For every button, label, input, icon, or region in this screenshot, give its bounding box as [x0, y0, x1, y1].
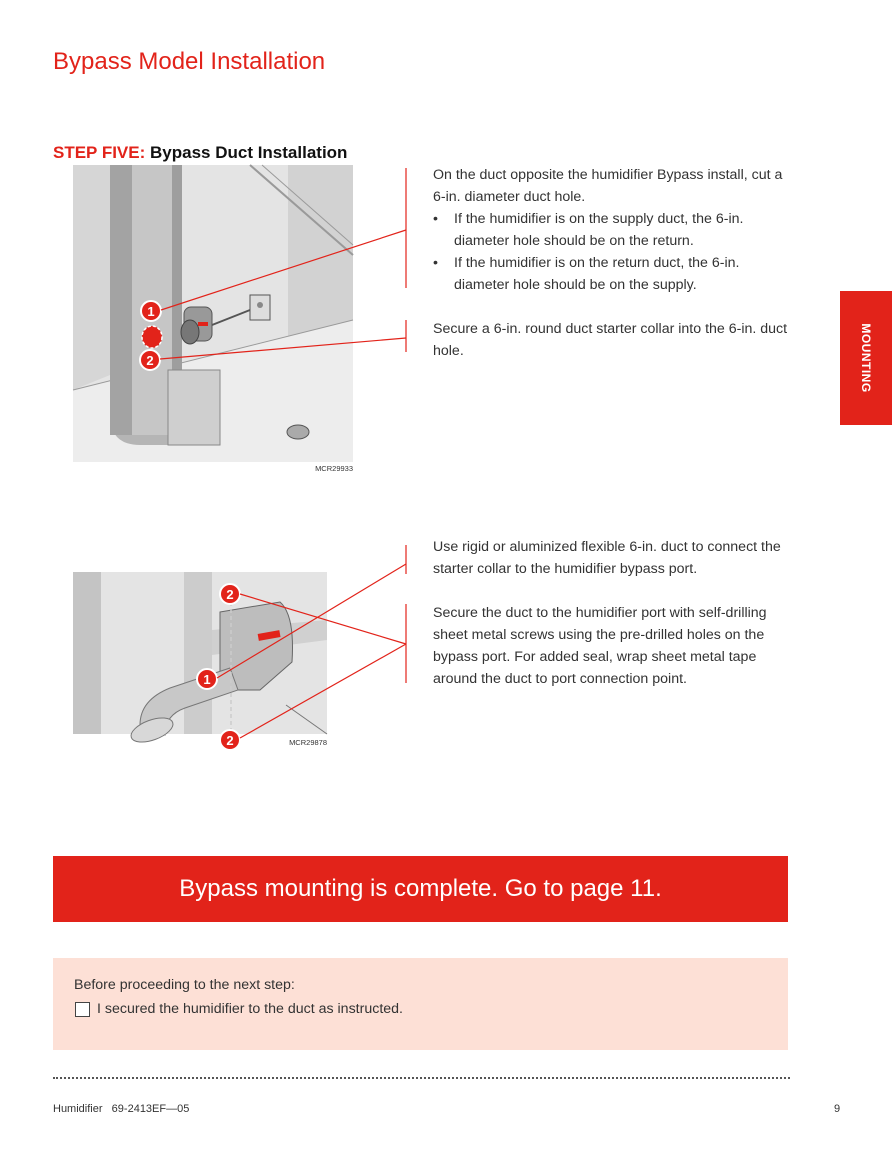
- page-title: Bypass Model Installation: [53, 48, 326, 75]
- page-number: 9: [834, 1103, 841, 1115]
- figure-duct-hole: [0, 160, 420, 480]
- bullet-glyph: •: [433, 255, 438, 271]
- completion-banner: Bypass mounting is complete. Go to page 11.: [53, 856, 788, 922]
- checklist-box: [53, 958, 788, 1050]
- section2-para1: Use rigid or aluminized flexible 6-in. duct to connect the starter collar to the humidifier bypass port.: [433, 539, 781, 577]
- section2-text: [433, 536, 793, 690]
- step-label: STEP FIVE:: [53, 143, 146, 162]
- divider: [53, 1077, 790, 1079]
- section1-text: [433, 164, 793, 362]
- step-title: Bypass Duct Installation: [150, 143, 348, 162]
- bullet-text: If the humidifier is on the supply duct, the 6-in. diameter hole should be on the return.: [454, 211, 744, 249]
- bullet-glyph: •: [433, 211, 438, 227]
- figure1-code: MCR29933: [315, 464, 353, 473]
- section1-collar: Secure a 6-in. round duct starter collar into the 6-in. duct hole.: [433, 321, 788, 359]
- section2-para2: Secure the duct to the humidifier port with self-drilling sheet metal screws using the pre-drilled holes on the bypass port. For added seal, wrap sheet metal tape around the duct to port connection point.: [433, 605, 767, 687]
- checklist-item-label: I secured the humidifier to the duct as instructed.: [97, 1001, 403, 1017]
- bullet-text: If the humidifier is on the return duct, the 6-in. diameter hole should be on the supply.: [454, 255, 740, 293]
- figure2-code: MCR29878: [289, 738, 327, 747]
- side-tab-mounting: [840, 291, 892, 425]
- figure2-callout-label: 2: [226, 733, 234, 748]
- checklist-heading: Before proceeding to the next step:: [74, 977, 295, 993]
- figure1-callout-label: 1: [147, 304, 155, 319]
- list-item: [433, 208, 793, 252]
- list-item: [433, 252, 793, 296]
- list-item: [74, 1001, 767, 1017]
- figure2-callout-label: 2: [226, 587, 234, 602]
- figure1-callout-label: 2: [146, 353, 154, 368]
- figure-duct-connection: [0, 540, 420, 755]
- footer-doc-id: Humidifier 69-2413EF—05: [53, 1103, 190, 1115]
- checkbox[interactable]: [75, 1002, 90, 1017]
- figure2-callout-label: 1: [203, 672, 211, 687]
- side-tab-label: MOUNTING: [859, 323, 873, 393]
- section1-intro: On the duct opposite the humidifier Bypass install, cut a 6-in. diameter duct hole.: [433, 167, 783, 205]
